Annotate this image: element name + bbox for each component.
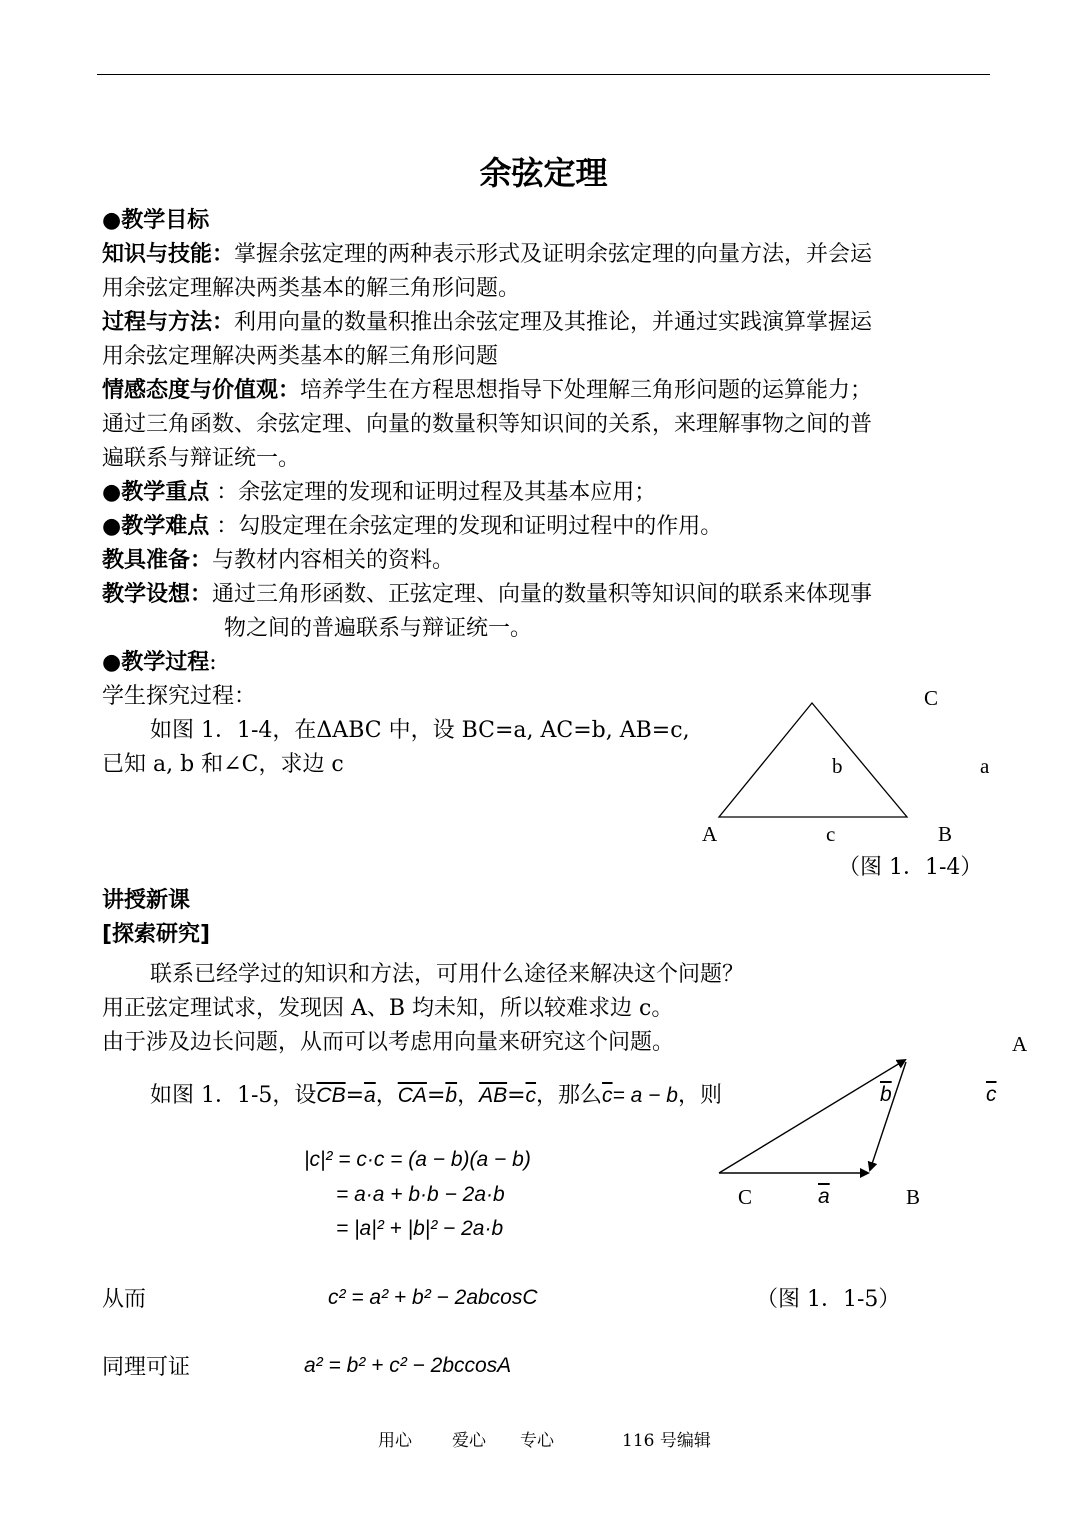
difficulty-text: ：勾股定理在余弦定理的发现和证明过程中的作用。 (216, 514, 723, 539)
fig2-label-a-vector: $\overline{a}$ (818, 1185, 830, 1208)
then-text: ，那么 (536, 1083, 603, 1108)
footer-text-1: 用心 (378, 1431, 412, 1451)
knowledge-text1: 掌握余弦定理的两种表示形式及证明余弦定理的向量方法，并会运 (234, 242, 873, 267)
derivation-line1: |c|² = c·c = (a − b)(a − b) (304, 1148, 531, 1171)
fig2-label-a-vertex: A (1012, 1032, 1028, 1056)
fig2-caption: （图 1．1-5） (756, 1287, 901, 1312)
fig1-label-c-vertex: C (924, 686, 939, 710)
fig1-label-b-vertex: B (938, 822, 953, 846)
example1-line1: 如图 1．1-4，在ΔABC 中，设 BC=a, AC=b, AB=c, (150, 718, 690, 743)
conclusion-label: 从而 (102, 1287, 147, 1312)
fig1-label-c-side: c (826, 822, 836, 846)
process-label: 过程与方法： (102, 310, 235, 335)
c-equals: = a − b (612, 1084, 678, 1107)
vector-cb: $\overline{CB}$ (316, 1084, 346, 1107)
vector-ab: $\overline{AB}$ (479, 1084, 508, 1107)
para-line2: 用正弦定理试求，发现因 A、B 均未知，所以较难求边 c。 (102, 996, 674, 1021)
fig1-label-a-side: a (980, 754, 990, 778)
tools-text: 与教材内容相关的资料。 (212, 548, 455, 573)
knowledge-line2: 用余弦定理解决两类基本的解三角形问题。 (102, 276, 521, 301)
design-label: 教学设想： (102, 582, 213, 607)
fig2-label-c-vertex: C (738, 1185, 753, 1209)
design-text1: 通过三角形函数、正弦定理、向量的数量积等知识间的联系来体现事 (212, 582, 873, 607)
emotion-label: 情感态度与价值观： (102, 378, 301, 403)
derivation-line3: = |a|² + |b|² − 2a·b (336, 1217, 504, 1240)
emotion-line3: 遍联系与辩证统一。 (102, 446, 301, 471)
tools-label: 教具准备： (102, 548, 213, 573)
example1-line2: 已知 a, b 和∠C，求边 c (102, 752, 344, 777)
page-title: 余弦定理 (479, 154, 608, 192)
process-line2: 用余弦定理解决两类基本的解三角形问题 (102, 344, 499, 369)
fig1-caption: （图 1．1-4） (838, 855, 983, 880)
eq-sign: = (507, 1083, 526, 1108)
fig2-label-c-vector: $\overline{c}$ (986, 1083, 997, 1106)
eq-sign: = (345, 1083, 365, 1108)
footer-text-2: 爱心 (452, 1431, 486, 1451)
knowledge-label: 知识与技能： (102, 242, 235, 267)
example2-prefix: 如图 1．1-5，设 (150, 1083, 317, 1108)
footer-text-3: 专心 (520, 1431, 554, 1451)
footer-text-4: 116 号编辑 (622, 1431, 711, 1451)
ze-text: ，则 (677, 1083, 722, 1108)
explore-line: 学生探究过程： (102, 684, 257, 709)
new-lesson-heading: 讲授新课 (102, 888, 191, 913)
process-heading-colon: : (209, 650, 217, 675)
derivation-line2: = a·a + b·b − 2a·b (336, 1183, 505, 1206)
design-line2: 物之间的普遍联系与辩证统一。 (224, 616, 533, 641)
fig2-label-b-vector: $\overline{b}$ (880, 1083, 892, 1106)
emotion-line2: 通过三角函数、余弦定理、向量的数量积等知识间的关系，来理解事物之间的普 (102, 412, 873, 437)
vector-c-2: $\overline{c}$ (602, 1084, 613, 1107)
eq-sign: = (426, 1083, 446, 1108)
para-line3: 由于涉及边长问题，从而可以考虑用向量来研究这个问题。 (102, 1030, 675, 1055)
research-heading: [探索研究] (102, 922, 211, 947)
process-heading-label: ●教学过程 (102, 650, 210, 675)
similar-label: 同理可证 (102, 1355, 191, 1380)
vector-c: $\overline{c}$ (525, 1084, 537, 1107)
process-text1: 利用向量的数量积推出余弦定理及其推论，并通过实践演算掌握运 (234, 310, 873, 335)
fig2-label-b-vertex: B (906, 1185, 921, 1209)
para-line1: 联系已经学过的知识和方法，可用什么途径来解决这个问题？ (150, 962, 745, 987)
conclusion-formula: c² = a² + b² − 2abcosC (328, 1286, 538, 1309)
key-point-label: ●教学重点 (102, 480, 210, 505)
key-point-text: ：余弦定理的发现和证明过程及其基本应用； (216, 480, 657, 505)
vector-b: $\overline{b}$ (445, 1084, 458, 1107)
difficulty-label: ●教学难点 (102, 514, 210, 539)
sep1: ， (375, 1083, 398, 1108)
emotion-text1: 培养学生在方程思想指导下处理解三角形问题的运算能力； (300, 378, 873, 403)
vector-ca-arrow (719, 1060, 905, 1173)
similar-formula: a² = b² + c² − 2bccosA (304, 1354, 512, 1377)
fig1-label-b-side: b (832, 754, 843, 778)
fig1-label-a-vertex: A (702, 822, 718, 846)
vector-a: $\overline{a}$ (364, 1084, 376, 1107)
vector-ca: $\overline{CA}$ (397, 1084, 427, 1107)
sep2: ， (457, 1083, 480, 1108)
goals-heading: ●教学目标 (102, 208, 210, 233)
